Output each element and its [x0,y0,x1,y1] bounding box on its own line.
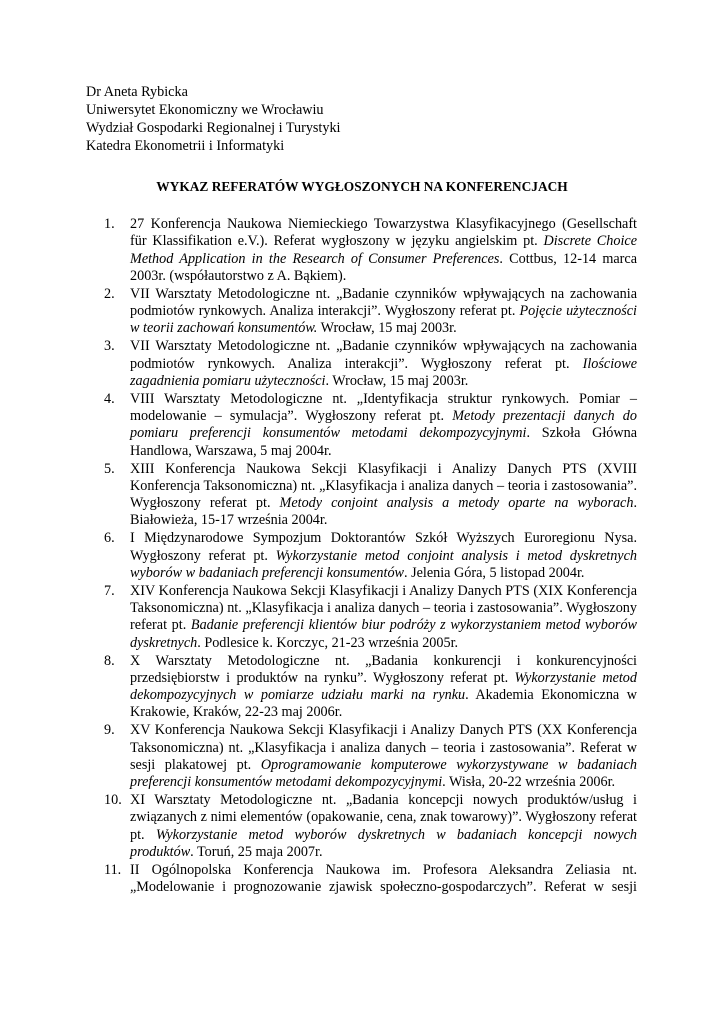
item-number: 3. [104,338,115,355]
university-name: Uniwersytet Ekonomiczny we Wrocławiu [86,102,324,118]
item-text: XIII Konferencja Naukowa Sekcji Klasyfikacji i Analizy Danych PTS (XVIII Konferencja Taksonomiczna) nt. „Klasyfikacja i analiza danych – teoria i zastosowania”. Wygłoszony referat pt. [130,460,637,512]
item-number: 4. [104,390,115,407]
document-title: WYKAZ REFERATÓW WYGŁOSZONYCH NA KONFERENCJACH [156,179,568,194]
item-details: . Akademia Ekonomiczna w Krakowie, Kraków, 22-23 maj 2006r. [130,687,637,721]
item-text: VII Warsztaty Metodologiczne nt. „Badanie czynników wpływających na zachowania podmiotów rynkowych. Analiza interakcji”. Wygłoszony referat pt. [130,285,637,320]
item-text: XIV Konferencja Naukowa Sekcji Klasyfikacji i Analizy Danych PTS (XIX Konferencja Taksonomiczna) nt. „Klasyfikacja i analiza danych – teoria i zastosowania”. Wygłoszony referat pt. [130,582,637,634]
paper-title: Metody prezentacji danych do pomiaru preferencji konsumentów metodami dekompozycyjnymi [130,408,637,442]
item-number: 1. [104,216,115,232]
list-item [104,653,637,722]
item-number: 6. [104,530,115,547]
paper-title: Badanie preferencji klientów biur podróży z wykorzystaniem metod wyborów dyskretnych [130,617,637,651]
paper-title: Pojęcie użyteczności w teorii zachowań konsumentów. [130,303,637,337]
item-text: 27 Konferencja Naukowa Niemieckiego Towarzystwa Klasyfikacyjnego (Gesellschaft für Klassifikation e.V.). Referat wygłoszony w języku angielskim pt. [130,216,637,250]
list-item [104,862,637,897]
conference-list [104,216,637,897]
item-details: . Białowieża, 15-17 września 2004r. [130,495,637,529]
author-header [86,83,341,155]
list-item [104,792,637,861]
item-text: VII Warsztaty Metodologiczne nt. „Badanie czynników wpływających na zachowania podmiotów rynkowych. Analiza interakcji”. Wygłoszony referat pt. [130,338,637,372]
item-details: . Cottbus, 12-14 marca 2003r. (współautorstwo z A. Bąkiem). [130,250,637,284]
item-details: . Wrocław, 15 maj 2003r. [325,372,469,389]
item-text: XI Warsztaty Metodologiczne nt. „Badania koncepcji nowych produktów/usług i związanych z nimi elementów (opakowanie, cena, znak towarowy)”. Wygłoszony referat pt. [130,792,637,843]
paper-title: Wykorzystanie metod wyborów dyskretnych w badaniach koncepcji nowych produktów [130,826,637,861]
item-text: VIII Warsztaty Metodologiczne nt. „Identyfikacja struktur rynkowych. Pomiar – modelowanie – symulacja”. Wygłoszony referat pt. [130,390,637,425]
list-item [104,583,637,652]
paper-title: Wykorzystanie metod dekompozycyjnych w pomiarze udziału marki na rynku [130,669,637,704]
list-item [104,391,637,460]
item-number: 8. [104,652,115,669]
item-number: 11. [104,861,122,878]
item-text: II Ogólnopolska Konferencja Naukowa im. Profesora Aleksandra Zeliasia nt. „Modelowanie i prognozowanie zjawisk społeczno-gospodarczych”. Referat w sesji [130,861,637,896]
list-item [104,216,637,285]
list-item [104,530,637,582]
paper-title: Ilościowe zagadnienia pomiaru użyteczności [130,355,637,389]
list-item [104,722,637,791]
item-number: 7. [104,582,115,599]
paper-title: Metody conjoint analysis a metody oparte na wyborach [279,495,634,512]
item-number: 9. [104,722,115,739]
item-details: . Jelenia Góra, 5 listopad 2004r. [404,564,585,581]
item-text: XV Konferencja Naukowa Sekcji Klasyfikacji i Analizy Danych PTS (XX Konferencja Taksonomiczna) nt. „Klasyfikacja i analiza danych – teoria i zastosowania”. Referat w sesji plakatowej pt. [130,722,637,773]
list-item [104,461,637,530]
item-details: Wrocław, 15 maj 2003r. [317,320,457,337]
list-item [104,286,637,338]
item-details: . Toruń, 25 maja 2007r. [190,844,323,861]
item-details: . Wisła, 20-22 września 2006r. [442,774,616,791]
faculty-name: Wydział Gospodarki Regionalnej i Turystyki [86,120,341,136]
department-name: Katedra Ekonometrii i Informatyki [86,138,285,154]
item-number: 10. [104,792,122,809]
paper-title: Wykorzystanie metod conjoint analysis i metod dyskretnych wyborów w badaniach preferencji konsumentów [130,547,637,581]
item-details: . Podlesice k. Korczyc, 21-23 września 2005r. [197,634,459,651]
item-details: . Szkoła Główna Handlowa, Warszawa, 5 maj 2004r. [130,425,637,459]
list-item [104,338,637,390]
paper-title: Oprogramowanie komputerowe wykorzystywane w badaniach preferencji konsumentów metodami dekompozycyjnymi [130,756,637,791]
item-number: 2. [104,285,115,302]
item-text: I Międzynarodowe Sympozjum Doktorantów Szkół Wyższych Euroregionu Nysa. Wygłoszony referat pt. [130,530,637,564]
author-name: Dr Aneta Rybicka [86,84,188,100]
paper-title: Discrete Choice Method Application in the Research of Consumer Preferences [130,233,637,267]
item-text: X Warsztaty Metodologiczne nt. „Badania konkurencji i konkurencyjności przedsiębiorstw i produktów na rynku”. Wygłoszony referat pt. [130,652,637,686]
item-number: 5. [104,460,115,477]
